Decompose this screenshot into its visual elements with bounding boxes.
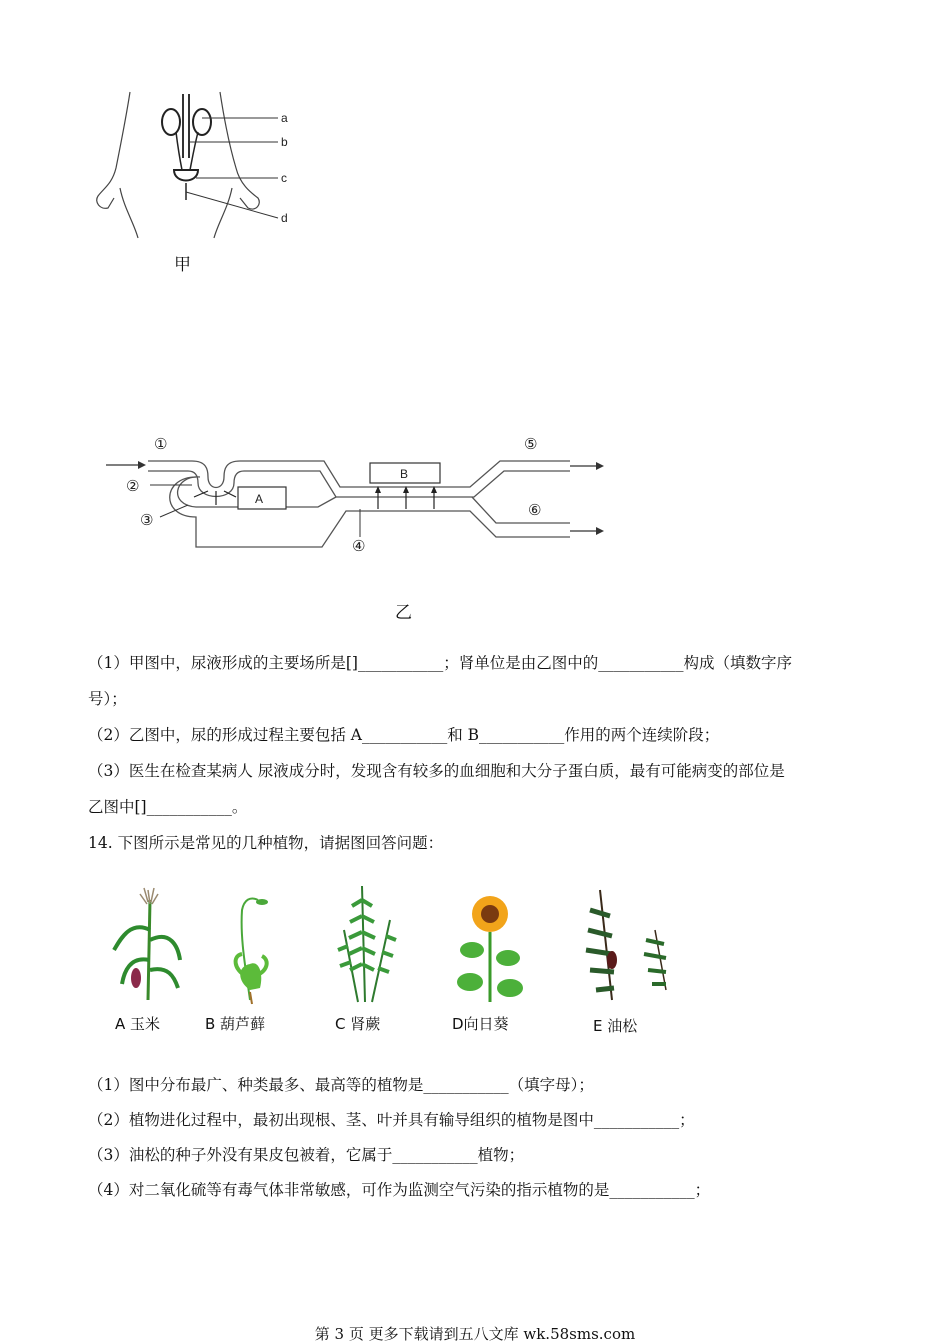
pine-illustration: [586, 890, 666, 1000]
marker-1: ①: [154, 435, 168, 453]
marker-2: ②: [126, 477, 140, 495]
q14-part4: （4）对二氧化硫等有毒气体非常敏感，可作为监测空气污染的指示植物的是___________；: [88, 1181, 711, 1199]
q13-part3-line1: （3）医生在检查某病人 尿液成分时，发现含有较多的血细胞和大分子蛋白质，最有可能病变的部位是: [88, 762, 785, 780]
marker-3: ③: [140, 511, 154, 529]
label-a: a: [281, 111, 288, 125]
label-b: b: [281, 135, 288, 149]
corn-illustration: [114, 888, 180, 1000]
plant-label-d: D向日葵: [452, 1015, 509, 1033]
q14-part1: （1）图中分布最广、种类最多、最高等的植物是___________（填字母）；: [88, 1076, 594, 1094]
sunflower-illustration: [457, 896, 523, 1002]
urinary-system-figure: [90, 88, 310, 248]
plant-label-e: E 油松: [593, 1017, 638, 1035]
q13-part1-line1: （1）甲图中，尿液形成的主要场所是[]___________；肾单位是由乙图中的___________构成（填数字序: [88, 654, 792, 672]
figure-jia-caption: 甲: [174, 255, 191, 275]
marker-4: ④: [352, 537, 366, 555]
q13-part1-line2: 号）；: [88, 690, 127, 708]
plant-label-a: A 玉米: [115, 1015, 161, 1033]
q14-part2: （2）植物进化过程中，最初出现根、茎、叶并具有输导组织的植物是图中___________；: [88, 1111, 695, 1129]
page-footer: 第 3 页 更多下载请到五八文库 wk.58sms.com: [314, 1325, 636, 1343]
q14-title: 14. 下图所示是常见的几种植物，请据图回答问题：: [88, 834, 444, 852]
box-b-label: B: [400, 467, 409, 481]
plant-label-c: C 肾蕨: [335, 1015, 381, 1033]
plant-label-b: B 葫芦藓: [205, 1015, 266, 1033]
label-c: c: [281, 171, 287, 185]
marker-5: ⑤: [524, 435, 538, 453]
box-a-label: A: [255, 492, 264, 506]
marker-6: ⑥: [528, 501, 542, 519]
moss-illustration: [236, 898, 268, 1004]
q14-part3: （3）油松的种子外没有果皮包被着，它属于___________植物；: [88, 1146, 525, 1164]
nephron-diagram: [100, 425, 620, 560]
q13-part2: （2）乙图中，尿的形成过程主要包括 A___________和 B___________作用的两个连续阶段；: [88, 726, 720, 744]
plants-figure: [100, 880, 690, 1005]
figure-yi-caption: 乙: [395, 603, 412, 623]
q13-part3-line2: 乙图中[]___________。: [88, 798, 248, 816]
fern-illustration: [338, 886, 396, 1002]
label-d: d: [281, 211, 288, 225]
